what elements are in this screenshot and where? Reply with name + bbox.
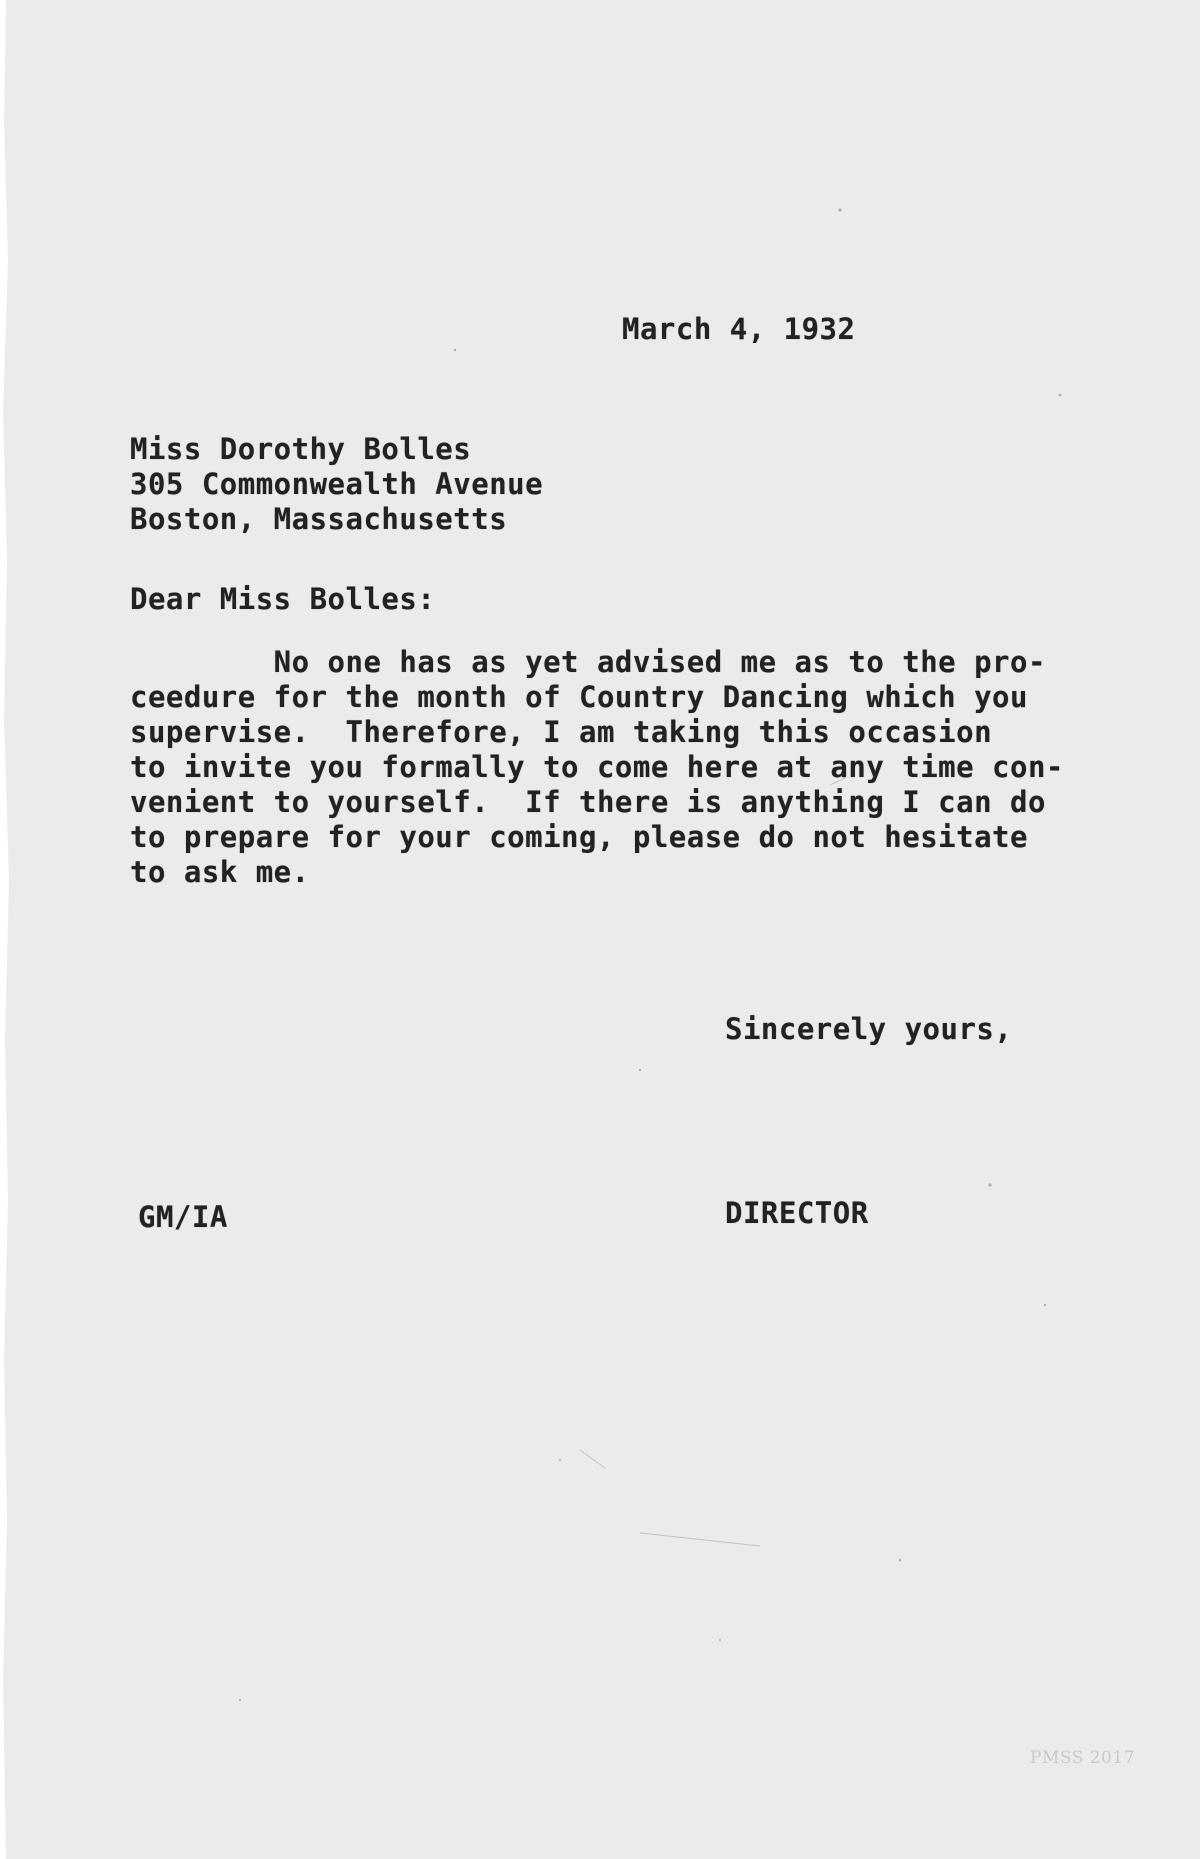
signature-title: DIRECTOR [725, 1196, 869, 1230]
salutation: Dear Miss Bolles: [130, 582, 436, 616]
body-line: No one has as yet advised me as to the pro- [130, 645, 1046, 679]
recipient-name: Miss Dorothy Bolles [130, 432, 472, 466]
torn-edge [0, 0, 14, 1859]
body-line: venient to yourself. If there is anything I can do [130, 785, 1046, 819]
body-line: to ask me. [130, 855, 310, 889]
body-line: to prepare for your coming, please do not hesitate [130, 820, 1028, 854]
body-line: supervise. Therefore, I am taking this occasion [130, 715, 993, 749]
body-line: ceedure for the month of Country Dancing which you [130, 680, 1028, 714]
recipient-city: Boston, Massachusetts [130, 502, 508, 536]
letter-date: March 4, 1932 [622, 312, 856, 346]
typist-initials: GM/IA [138, 1200, 228, 1234]
body-line: to invite you formally to come here at any time con- [130, 750, 1064, 784]
letter-body [130, 645, 1064, 890]
recipient-street: 305 Commonwealth Avenue [130, 467, 544, 501]
closing: Sincerely yours, [725, 1012, 1013, 1046]
archive-watermark: PMSS 2017 [1030, 1748, 1136, 1768]
